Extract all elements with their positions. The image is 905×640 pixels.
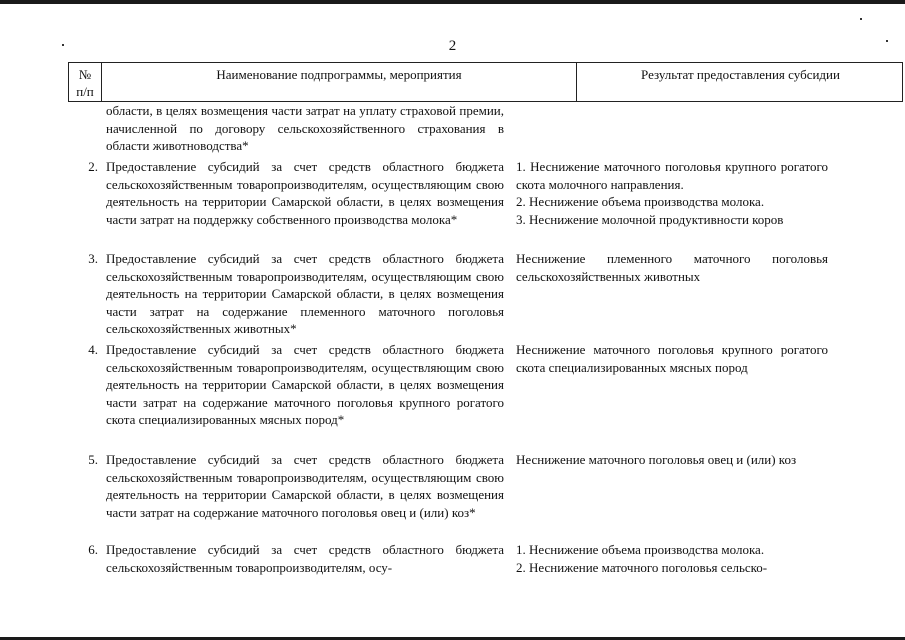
- result-item: Неснижение маточного поголовья овец и (или) коз: [516, 452, 797, 467]
- header-result: Результат предоставления субсидии: [641, 67, 840, 82]
- row-activity-name: Предоставление субсидий за счет средств областного бюджета сельскохозяйственным товаропроизводителям, осуществляющим свою деятельность на территории Самарской области, в целях возмещения части затрат на содержание племенного маточного поголовья сельскохозяйственных животных*: [106, 251, 504, 336]
- row-result: [516, 341, 828, 376]
- page-number: 2: [448, 38, 457, 54]
- row-result: [516, 451, 828, 469]
- result-item: 1. Неснижение маточного поголовья крупного рогатого скота молочного направления.: [516, 159, 828, 192]
- header-name: Наименование подпрограммы, мероприятия: [102, 63, 577, 101]
- header-number-line2: п/п: [76, 84, 94, 99]
- row-number: 4.: [88, 342, 98, 357]
- row-activity-name: Предоставление субсидий за счет средств областного бюджета сельскохозяйственным товаропроизводителям, осуществляющим свою деятельность на территории Самарской области, в целях возмещения части затрат на поддержку собственного производства молока*: [106, 159, 504, 227]
- row-number: 3.: [88, 251, 98, 266]
- result-item: 2. Неснижение объема производства молока.: [516, 194, 765, 209]
- result-item: 1. Неснижение объема производства молока.: [516, 542, 765, 557]
- row-activity-name: Предоставление субсидий за счет средств областного бюджета сельскохозяйственным товаропроизводителям, осуществляющим свою деятельность на территории Самарской области, в целях возмещения части затрат на содержание маточного поголовья крупного рогатого скота специализированных мясных пород*: [106, 342, 504, 427]
- result-item: 2. Неснижение маточного поголовья сельско-: [516, 559, 768, 575]
- row-number: 6.: [88, 542, 98, 557]
- row-activity-name: области, в целях возмещения части затрат на уплату страховой премии, начисленной по договору сельскохозяйственного страхования в области животноводства*: [106, 103, 504, 153]
- row-result: [516, 158, 828, 228]
- result-item: 3. Неснижение молочной продуктивности коров: [516, 211, 784, 227]
- row-number: 2.: [88, 159, 98, 174]
- row-activity-name: Предоставление субсидий за счет средств областного бюджета сельскохозяйственным товаропроизводителям, осу-: [106, 542, 504, 575]
- row-number: 5.: [88, 452, 98, 467]
- result-item: Неснижение маточного поголовья крупного рогатого скота специализированных мясных пород: [516, 342, 828, 375]
- row-activity-name: Предоставление субсидий за счет средств областного бюджета сельскохозяйственным товаропроизводителям, осуществляющим свою деятельность на территории Самарской области, в целях возмещения части затрат на содержание маточного поголовья овец и (или) коз*: [106, 452, 504, 520]
- header-number: [69, 63, 102, 101]
- table-header: [68, 62, 903, 102]
- top-border-line: [0, 0, 905, 4]
- result-item: Неснижение племенного маточного поголовья сельскохозяйственных животных: [516, 251, 828, 284]
- row-result: [516, 541, 828, 576]
- scan-speck: [860, 18, 862, 20]
- header-number-line1: №: [78, 67, 92, 82]
- row-result: [516, 250, 828, 285]
